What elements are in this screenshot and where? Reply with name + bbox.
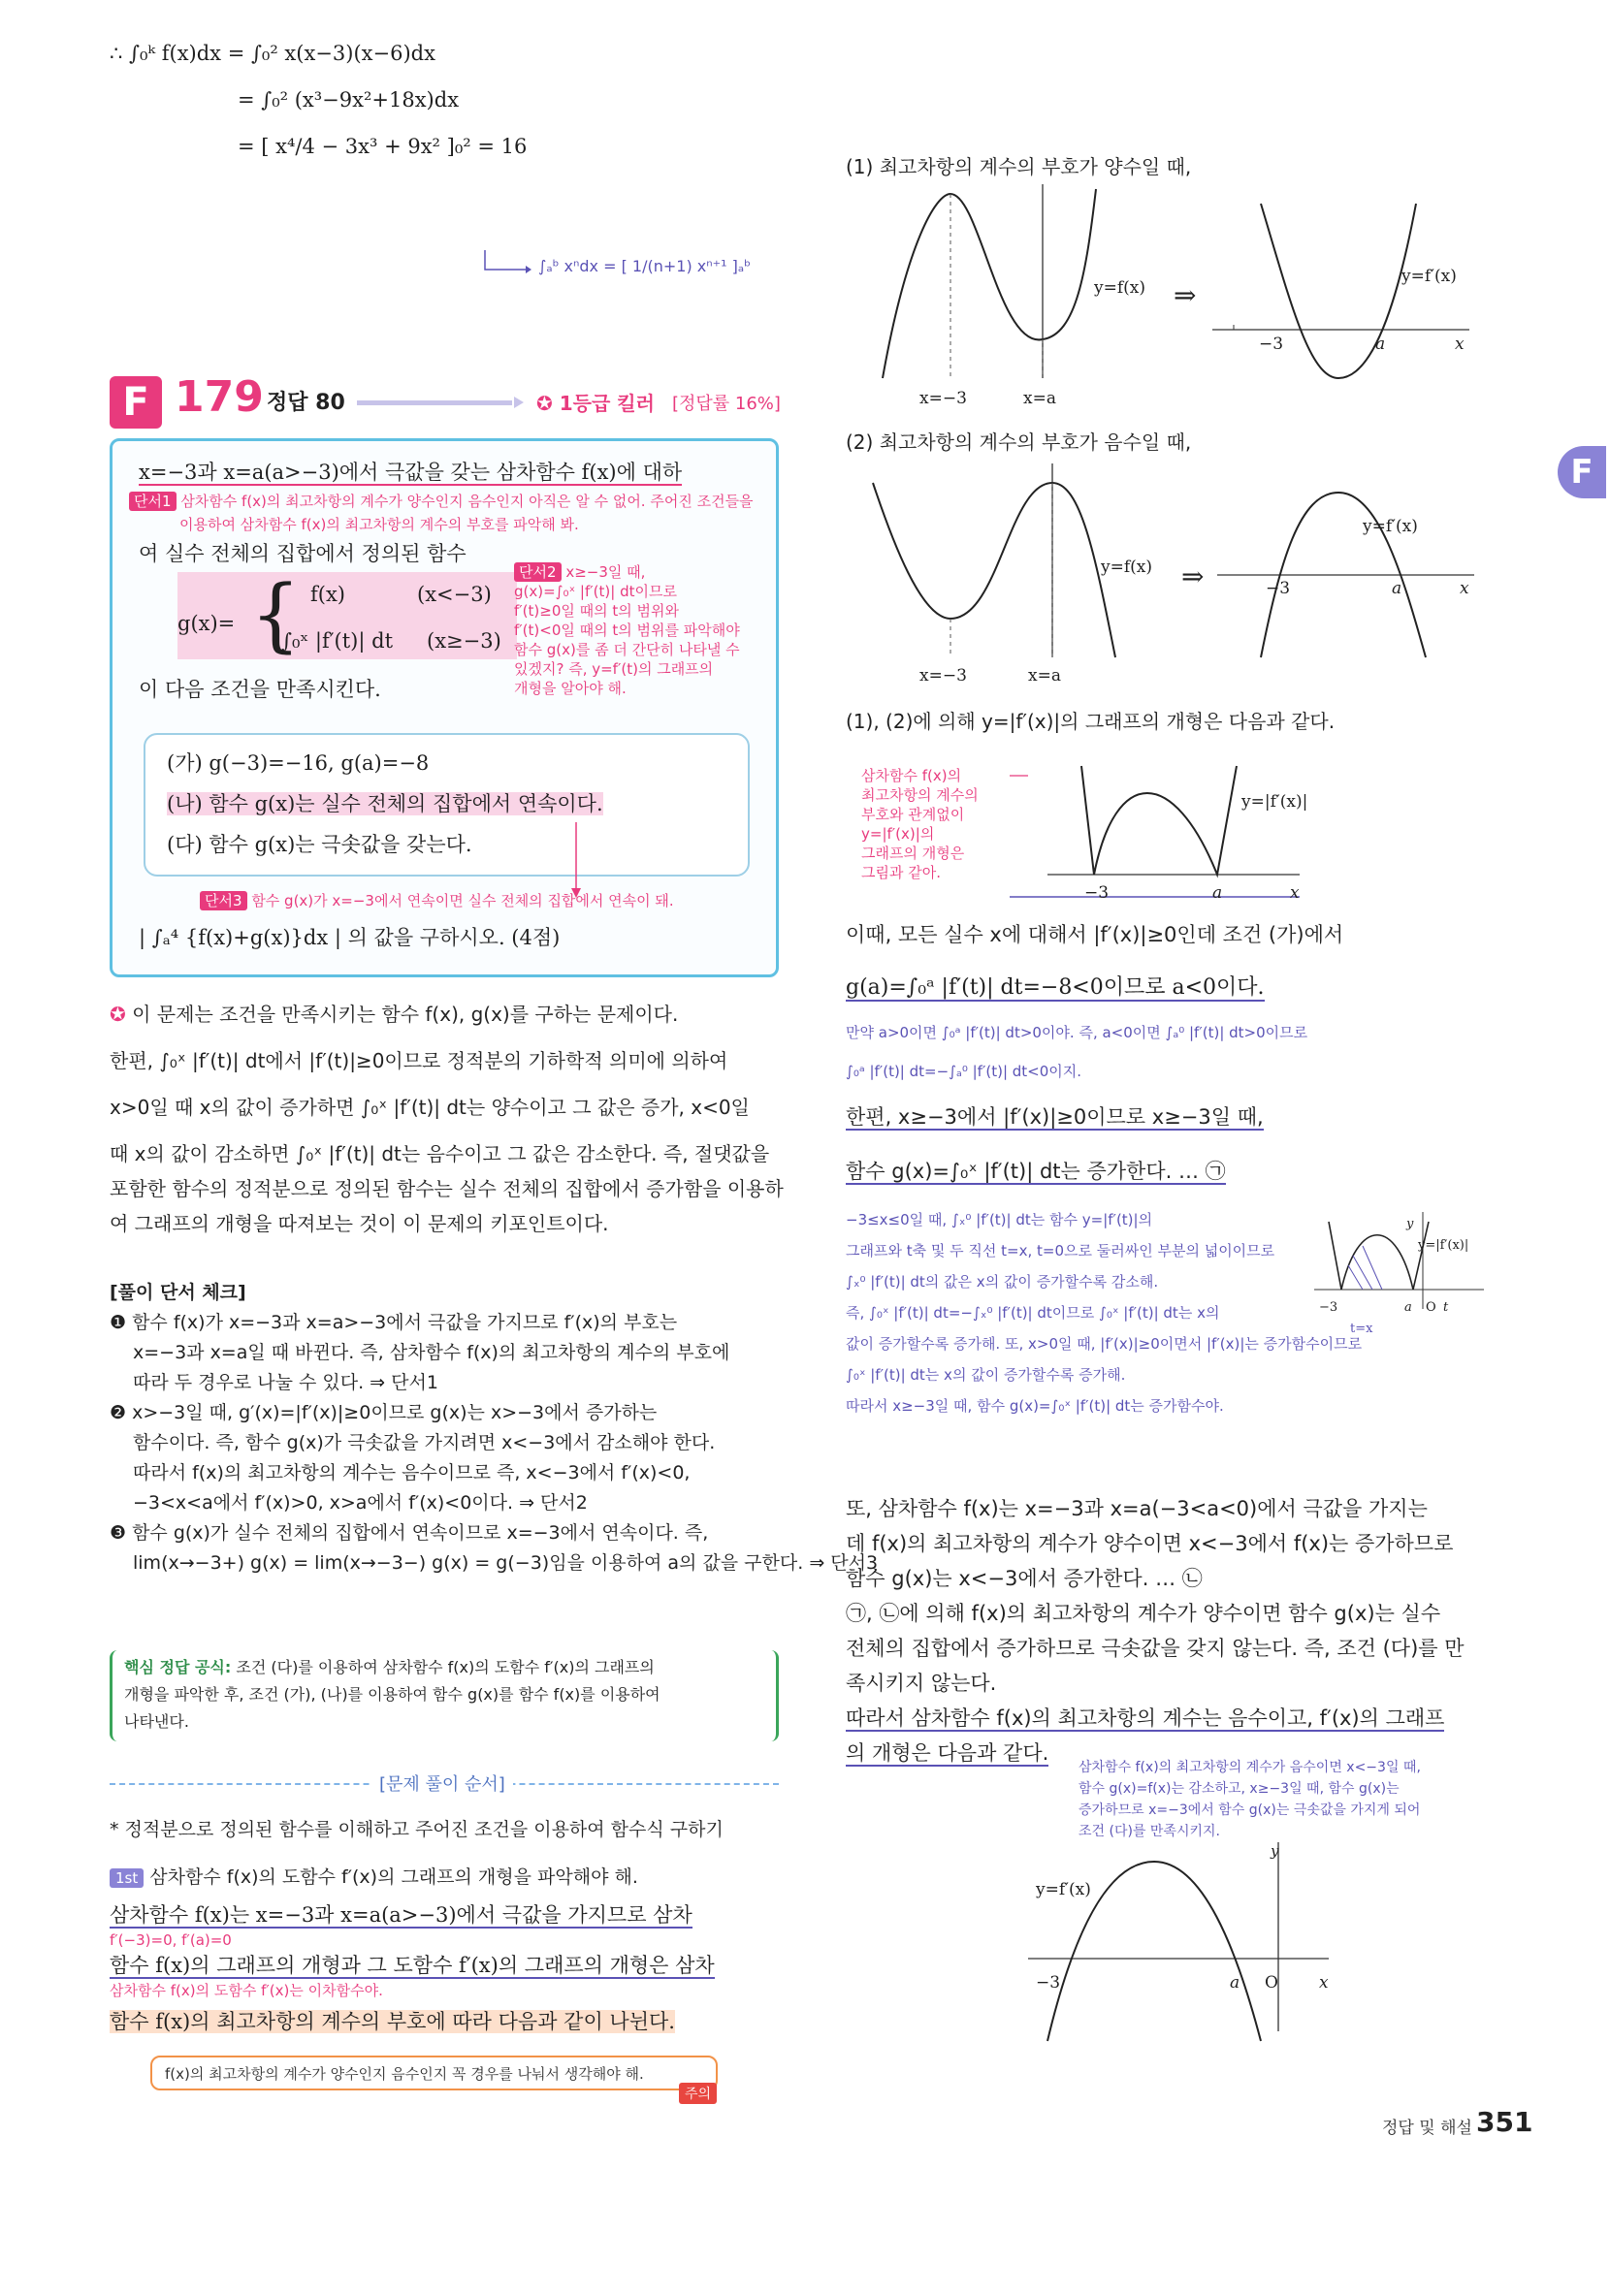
header-rule — [357, 400, 512, 405]
final-graph — [1018, 1842, 1348, 2046]
footer-label: 정답 및 해설 — [1382, 2119, 1472, 2138]
case2-xa: x=a — [1028, 666, 1061, 686]
condition-da: (다) 함수 g(x)는 극솟값을 갖는다. — [167, 833, 472, 856]
intro-line-2: = ∫₀² (x³−9x²+18x)dx — [238, 88, 460, 112]
clue1: 단서1 삼차함수 f(x)의 최고차항의 계수가 양수인지 음수인지 아직은 알 수 없어. 주어진 조건들을 — [129, 491, 754, 512]
side-tab: F — [1558, 446, 1606, 498]
inset-tick-m3: −3 — [1319, 1300, 1338, 1315]
r4: 함수 g(x)=∫₀ˣ |f′(t)| dt는 증가한다. … ㉠ — [846, 1160, 1226, 1183]
case1-xa: x=a — [1023, 389, 1056, 408]
case1-f-curve — [883, 189, 1096, 378]
reasoning-block: 또, 삼차함수 f(x)는 x=−3과 x=a(−3<a<0)에서 극값을 가지는 데 f(x)의 최고차항의 계수가 양수이면 x<−3에서 f(x)는 증가하므로 함수 g(x)는 x<−3에서 증가한다. … ㉡ ㉠, ㉡에 의해 f(x)의 최고차항의 계수가 양수이면 함수 g(x)는 실수 전체의 집합에서 증가하므로 극솟값을 갖지 않는다. 즉, 조건 (다)를 만 족시키지 않는다. 따라서 삼차함수 f(x)의 최고차항의 계수는 음수이고, f′(x)의 그래프 의 개형은 다음과 같다. — [846, 1497, 1465, 1765]
abs-tick-m3: −3 — [1084, 883, 1110, 903]
r2: g(a)=∫₀ᵃ |f′(t)| dt=−8<0이므로 a<0이다. — [846, 975, 1265, 1000]
final-tick-m3: −3 — [1036, 1973, 1061, 1993]
star-icon: ✪ — [536, 392, 560, 415]
n1: 만약 a>0이면 ∫₀ᵃ |f′(t)| dt>0이야. 즉, a<0이면 ∫ₐ⁰ |f′(t)| dt>0이므로 — [846, 1024, 1308, 1041]
case2-title: (2) 최고차항의 계수의 부호가 음수일 때, — [846, 430, 1192, 454]
n2: ∫₀ᵃ |f′(t)| dt=−∫ₐ⁰ |f′(t)| dt<0이지. — [846, 1063, 1082, 1080]
final-note: 삼차함수 f(x)의 최고차항의 계수가 음수이면 x<−3일 때, 함수 g(x)=f(x)는 감소하고, x≥−3일 때, 함수 g(x)는 증가하므로 x=−3에서 함수 g(x)는 극솟값을 가지게 되어 조건 (다)를 만족시키지. — [1079, 1760, 1421, 1839]
answer-label: 정답 80 — [267, 391, 345, 415]
inset-tx: t=x — [1350, 1322, 1373, 1336]
intro-line-1: ∴ ∫₀ᵏ f(x)dx = ∫₀² x(x−3)(x−6)dx — [110, 42, 435, 65]
formula-note: ∫ₐᵇ xⁿdx = [ 1/(n+1) xⁿ⁺¹ ]ₐᵇ — [538, 257, 751, 275]
final-axis-x: x — [1319, 1973, 1329, 1993]
inset-tick-a: a — [1404, 1300, 1412, 1315]
case2-arrow: ⇒ — [1181, 560, 1205, 592]
order-subtitle: * 정적분으로 정의된 함수를 이해하고 주어진 조건을 이용하여 함수식 구하기 — [110, 1819, 724, 1840]
rate-label: [정답률 16%] — [672, 394, 781, 414]
clue3-arrow — [570, 822, 582, 900]
warning-tag: 주의 — [679, 2083, 717, 2104]
condition-ga: (가) g(−3)=−16, g(a)=−8 — [167, 751, 430, 775]
r3: 한편, x≥−3에서 |f′(x)|≥0이므로 x≥−3일 때, — [846, 1105, 1264, 1129]
rank-label: ✪ 1등급 킬러 — [536, 392, 655, 415]
abs-curve — [1081, 766, 1237, 875]
solution-s1: 삼차함수 f(x)는 x=−3과 x=a(a>−3)에서 극값을 가지므로 삼차 — [110, 1903, 692, 1927]
case2-tick-m3: −3 — [1266, 579, 1291, 598]
solution-s3: 함수 f(x)의 최고차항의 계수의 부호에 따라 다음과 같이 나뉜다. — [110, 2010, 675, 2033]
case1-fx-label: y=f(x) — [1094, 278, 1145, 298]
inset-label: y=|f′(x)| — [1418, 1238, 1469, 1253]
order-title: [문제 풀이 순서] — [371, 1770, 513, 1796]
star-icon: ✪ — [110, 1003, 133, 1026]
case2-tick-a: a — [1392, 579, 1402, 598]
case1-xm3: x=−3 — [919, 389, 967, 408]
case1-func: f(x) — [310, 583, 346, 606]
case2-fx-label: y=f(x) — [1101, 558, 1152, 577]
question: | ∫ₐ⁴ {f(x)+g(x)}dx | 의 값을 구하시오. (4점) — [139, 926, 561, 949]
condition-na: (나) 함수 g(x)는 실수 전체의 집합에서 연속이다. — [167, 792, 603, 815]
case1-tick-m3: −3 — [1259, 335, 1284, 354]
problem-number: 179 — [175, 372, 264, 422]
analysis: ✪ 이 문제는 조건을 만족시키는 함수 f(x), g(x)를 구하는 문제이다. 한편, ∫₀ˣ |f′(t)| dt에서 |f′(t)|≥0이므로 정적분의 기하학적 의미에 의하여 x>0일 때 x의 값이 증가하면 ∫₀ˣ |f′(t)| dt는 양수이고 그 값은 증가, x<0일 때 x의 값이 감소하면 ∫₀ˣ |f′(t)| dt는 음수이고 그 값은 감소한다. 즉, 절댓값을 포함한 함수의 정적분으로 정의된 함수는 실수 전체의 집합에서 증가함을 이용하 여 그래프의 개형을 따져보는 것이 이 문제의 키포인트이다. — [110, 1003, 784, 1235]
problem-statement-3: 이 다음 조건을 만족시킨다. — [139, 678, 381, 701]
problem-badge: F — [110, 376, 162, 429]
clue3: 단서3 함수 g(x)가 x=−3에서 연속이면 실수 전체의 집합에서 연속이 돼. — [200, 890, 674, 911]
abs-note: 삼차함수 f(x)의 최고차항의 계수의 부호와 관계없이 y=|f′(x)|의 그래프의 개형은 그림과 같아. — [861, 767, 979, 881]
abs-tick-a: a — [1212, 883, 1223, 903]
case2-func: ∫₀ˣ |f′(t)| dt — [281, 629, 394, 653]
brace-icon: { — [250, 569, 302, 661]
case2-cond: (x≥−3) — [427, 629, 501, 653]
problem-statement-2: 여 실수 전체의 집합에서 정의된 함수 — [139, 542, 467, 565]
problem-statement-1: x=−3과 x=a(a>−3)에서 극값을 갖는 삼차함수 f(x)에 대하 — [139, 461, 683, 484]
page-number: 351 — [1476, 2106, 1533, 2138]
clue1-cont: 이용하여 삼차함수 f(x)의 최고차항의 계수의 부호를 파악해 봐. — [179, 516, 579, 533]
case2-xm3: x=−3 — [919, 666, 967, 686]
header-rule-arrow — [514, 397, 524, 408]
step-1st: 1st 삼차함수 f(x)의 도함수 f′(x)의 그래프의 개형을 파악해야 해. — [110, 1863, 638, 1889]
abs-label: y=|f′(x)| — [1241, 792, 1308, 812]
clue2: 단서2 x≥−3일 때, g(x)=∫₀ˣ |f′(t)| dt이므로 f′(t)≥0일 때의 t의 범위와 f′(t)<0일 때의 t의 범위를 파악해야 함수 g(x)를 좀 더 간단히 나타낼 수 있겠지? 즉, y=f′(t)의 그래프의 개형을 알아야 해. — [514, 563, 740, 697]
case1-cond: (x<−3) — [417, 583, 492, 606]
case1-fp-curve — [1261, 204, 1416, 378]
solution-s2: 함수 f(x)의 그래프의 개형과 그 도함수 f′(x)의 그래프의 개형은 삼차 — [110, 1954, 715, 1977]
case2-graphs — [853, 463, 1494, 677]
abs-axis-x: x — [1290, 883, 1300, 903]
formula-arrow — [483, 248, 531, 277]
case1-fpx-label: y=f′(x) — [1401, 267, 1457, 286]
case1-axis-x: x — [1455, 335, 1465, 354]
inset-axis-y: y — [1406, 1217, 1414, 1231]
intro-line-3: = [ x⁴/4 − 3x³ + 9x² ]₀² = 16 — [238, 135, 528, 158]
solution-s2-note: 삼차함수 f(x)의 도함수 f′(x)는 이차함수야. — [110, 1982, 383, 1999]
solution-s1-note: f′(−3)=0, f′(a)=0 — [110, 1931, 232, 1949]
clue-check: [풀이 단서 체크] ❶ 함수 f(x)가 x=−3과 x=a>−3에서 극값을 가지므로 f′(x)의 부호는 x=−3과 x=a일 때 바뀐다. 즉, 삼차함수 f(x)의 최고차항의 계수의 부호에 따라 두 경우로 나눌 수 있다. ⇒ 단서1 ❷ x>−3일 때, g′(x)=|f′(x)|≥0이므로 g(x)는 x>−3에서 증가하는 함수이다. 즉, 함수 g(x)가 극솟값을 가지려면 x<−3에서 감소해야 한다. 따라서 f(x)의 최고차항의 계수는 음수이므로 즉, x<−3에서 f′(x)<0, −3<x<a에서 f′(x)>0, x>a에서 f′(x)<0이다. ⇒ 단서2 ❸ 함수 g(x)가 실수 전체의 집합에서 연속이므로 x=−3에서 연속이다. 즉, lim(x→−3+) g(x) = lim(x→−3−) g(x) = g(−3)임을 이용하여 a의 값을 구한다. ⇒ 단서3 — [110, 1282, 879, 1574]
case2-fpx-label: y=f′(x) — [1363, 517, 1418, 536]
abs-graph — [1009, 756, 1338, 911]
inset-origin: O — [1426, 1300, 1436, 1315]
case1-arrow: ⇒ — [1174, 279, 1197, 311]
abs-intro: (1), (2)에 의해 y=|f′(x)|의 그래프의 개형은 다음과 같다. — [846, 710, 1336, 733]
final-axis-y: y — [1271, 1842, 1279, 1860]
case1-title: (1) 최고차항의 계수의 부호가 양수일 때, — [846, 155, 1192, 178]
inset-axis-t: t — [1443, 1300, 1449, 1315]
case2-axis-x: x — [1460, 579, 1469, 598]
case1-tick-a: a — [1375, 335, 1386, 354]
g-label: g(x)= — [177, 612, 236, 635]
warning-text: f(x)의 최고차항의 계수가 양수인지 음수인지 꼭 경우를 나눠서 생각해야 해. — [165, 2065, 644, 2083]
final-origin: O — [1265, 1973, 1278, 1993]
final-tick-a: a — [1230, 1973, 1240, 1993]
key-formula: 핵심 정답 공식: 조건 (다)를 이용하여 삼차함수 f(x)의 도함수 f′(x)의 그래프의 개형을 파악한 후, 조건 (가), (나)를 이용하여 함수 g(x)를 함수 f(x)를 이용하여 나타낸다. — [124, 1658, 660, 1731]
explain-block: −3≤x≤0일 때, ∫ₓ⁰ |f′(t)| dt는 함수 y=|f′(t)|의 그래프와 t축 및 두 직선 t=x, t=0으로 둘러싸인 부분의 넓이이므로 ∫ₓ⁰ |f′(t)| dt의 값은 x의 값이 증가할수록 감소해. 즉, ∫₀ˣ |f′(t)| dt=−∫ₓ⁰ |f′(t)| dt이므로 ∫₀ˣ |f′(t)| dt는 x의 값이 증가할수록 증가해. 또, x>0일 때, |f′(x)|≥0이면서 |f′(x)|는 증가함수이므로 ∫₀ˣ |f′(t)| dt는 x의 값이 증가할수록 증가해. 따라서 x≥−3일 때, 함수 g(x)=∫₀ˣ |f′(t)| dt는 증가함수야. — [846, 1211, 1363, 1415]
final-fpx-label: y=f′(x) — [1036, 1880, 1091, 1899]
r1: 이때, 모든 실수 x에 대해서 |f′(x)|≥0인데 조건 (가)에서 — [846, 923, 1344, 946]
case2-f-curve — [873, 483, 1115, 657]
